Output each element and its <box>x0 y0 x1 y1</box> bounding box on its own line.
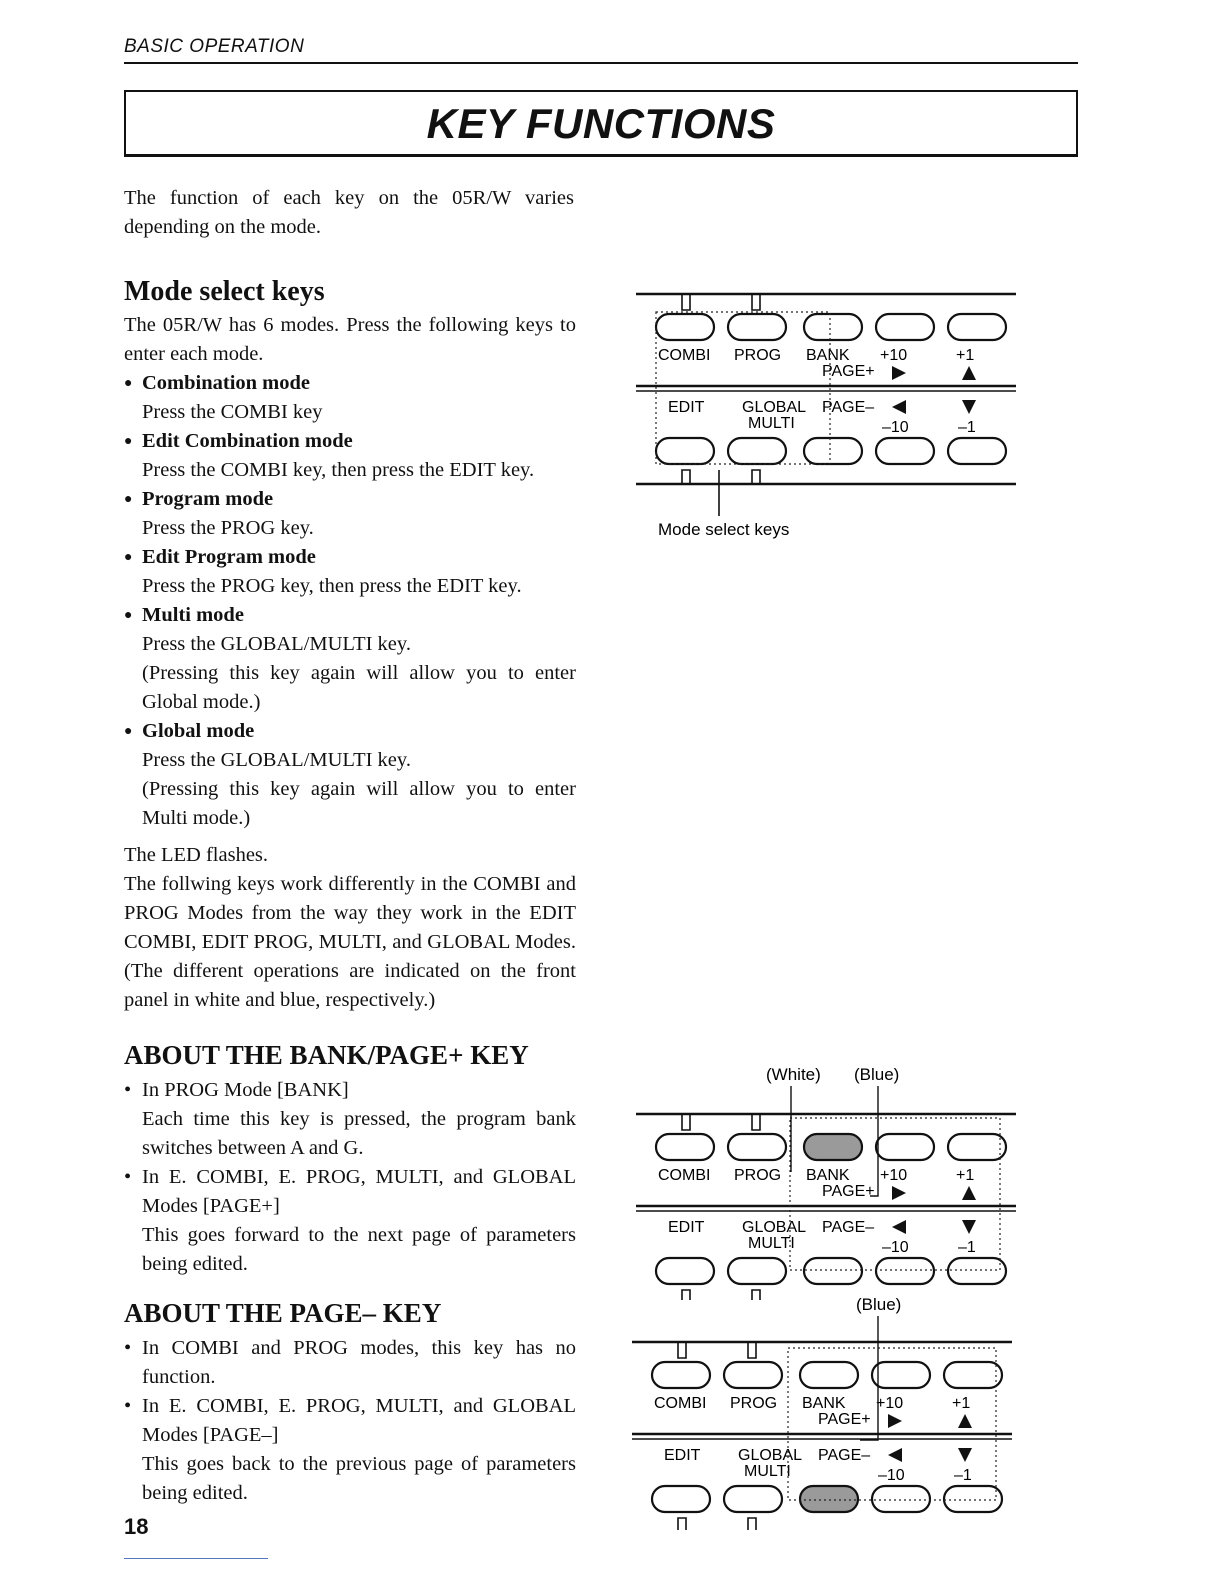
down-arrow-icon <box>962 1220 976 1234</box>
panel-diagram-2 <box>636 1114 1016 1300</box>
bullet-icon: • <box>124 1337 132 1359</box>
key-label-plus1: +1 <box>952 1395 971 1412</box>
top-key-4[interactable] <box>944 1362 1002 1388</box>
top-key-0[interactable] <box>656 1134 714 1160</box>
bullet-icon: ● <box>124 550 133 565</box>
page-title: KEY FUNCTIONS <box>426 100 776 147</box>
list-item <box>124 369 576 398</box>
key-label-bank: BANK <box>802 1395 846 1412</box>
key-label-page-plus: PAGE+ <box>822 1183 875 1200</box>
left-arrow-icon <box>892 400 906 414</box>
bottom-key-3[interactable] <box>876 1258 934 1284</box>
right-arrow-icon <box>892 1186 906 1200</box>
key-label-multi: MULTI <box>748 1235 795 1252</box>
header-rule <box>124 62 1078 64</box>
key-label-page-minus: PAGE– <box>818 1447 871 1464</box>
list-item-detail: (Pressing this key again will allow you to enter Global mode.) <box>142 662 576 713</box>
bottom-key-0[interactable] <box>656 438 714 464</box>
top-key-0[interactable] <box>652 1362 710 1388</box>
down-arrow-icon <box>958 1448 972 1462</box>
key-label-page-minus: PAGE– <box>822 1219 875 1236</box>
list-item-title: In PROG Mode [BANK] <box>142 1079 349 1101</box>
bank-page-heading: ABOUT THE BANK/PAGE+ KEY <box>124 1040 529 1070</box>
list-item-detail: (Pressing this key again will allow you to enter Multi mode.) <box>142 778 576 829</box>
list-item <box>124 543 576 572</box>
key-label-plus1: +1 <box>956 347 975 364</box>
key-label-prog: PROG <box>730 1395 778 1412</box>
key-label-bank: BANK <box>806 1167 850 1184</box>
key-label-edit: EDIT <box>668 399 705 416</box>
key-label-minus10: –10 <box>878 1467 905 1484</box>
top-key-1[interactable] <box>728 1134 786 1160</box>
key-label-combi: COMBI <box>658 347 711 364</box>
top-key-2[interactable] <box>804 1134 862 1160</box>
up-arrow-icon <box>958 1414 972 1428</box>
list-item-detail: Press the COMBI key, then press the EDIT key. <box>142 459 535 481</box>
key-label-page-plus: PAGE+ <box>818 1411 871 1428</box>
figure3-blue-label: (Blue) <box>856 1295 902 1314</box>
top-key-1[interactable] <box>724 1362 782 1388</box>
list-item-detail: Press the PROG key, then press the EDIT key. <box>142 575 522 597</box>
figure2-white-label: (White) <box>766 1065 821 1084</box>
top-key-1[interactable] <box>728 314 786 340</box>
list-item-title: Multi mode <box>142 604 244 626</box>
key-label-edit: EDIT <box>668 1219 705 1236</box>
bullet-icon: ● <box>124 724 133 739</box>
list-item-detail: Press the GLOBAL/MULTI key. <box>142 749 411 771</box>
mode-select-lead: The 05R/W has 6 modes. Press the following keys to enter each mode. <box>124 314 576 365</box>
footer-rule <box>124 1558 268 1559</box>
top-key-3[interactable] <box>872 1362 930 1388</box>
key-label-plus1: +1 <box>956 1167 975 1184</box>
key-label-global: GLOBAL <box>742 1219 807 1236</box>
list-item <box>124 1163 576 1221</box>
key-label-minus10: –10 <box>882 419 909 436</box>
bottom-key-0[interactable] <box>652 1486 710 1512</box>
bullet-icon: ● <box>124 608 133 623</box>
bottom-key-4[interactable] <box>948 1258 1006 1284</box>
left-arrow-icon <box>888 1448 902 1462</box>
bullet-icon: ● <box>124 492 133 507</box>
bottom-key-4[interactable] <box>944 1486 1002 1512</box>
figure-mode-select-panel <box>620 280 1030 550</box>
key-label-edit: EDIT <box>664 1447 701 1464</box>
led-note: The LED flashes. <box>124 844 269 866</box>
key-label-plus10: +10 <box>880 1167 908 1184</box>
intro-text: The function of each key on the 05R/W varies depending on the mode. <box>124 187 574 238</box>
list-item <box>124 485 576 514</box>
bottom-key-1[interactable] <box>728 1258 786 1284</box>
mode-select-heading: Mode select keys <box>124 276 325 307</box>
key-label-page-minus: PAGE– <box>822 399 875 416</box>
top-key-4[interactable] <box>948 1134 1006 1160</box>
bottom-key-1[interactable] <box>724 1486 782 1512</box>
following-text: The follwing keys work differently in the COMBI and PROG Modes from the way they work in the EDIT COMBI, EDIT PROG, MULTI, and GLOBAL Modes. (The different operations are indicated on the front panel in white and blue, respectively.) <box>124 873 576 1011</box>
list-item-title: In E. COMBI, E. PROG, MULTI, and GLOBAL Modes [PAGE+] <box>142 1166 576 1217</box>
list-item <box>124 1392 576 1450</box>
top-key-0[interactable] <box>656 314 714 340</box>
panel-diagram-3 <box>632 1342 1012 1530</box>
bottom-key-3[interactable] <box>876 438 934 464</box>
list-item-title: Global mode <box>142 720 255 742</box>
mode-list <box>124 369 576 833</box>
up-arrow-icon <box>962 1186 976 1200</box>
key-label-plus10: +10 <box>880 347 908 364</box>
key-label-prog: PROG <box>734 1167 782 1184</box>
top-key-4[interactable] <box>948 314 1006 340</box>
key-label-bank: BANK <box>806 347 850 364</box>
bottom-key-1[interactable] <box>728 438 786 464</box>
key-label-minus10: –10 <box>882 1239 909 1256</box>
bottom-key-4[interactable] <box>948 438 1006 464</box>
list-item-title: In COMBI and PROG modes, this key has no function. <box>142 1337 576 1388</box>
key-label-plus10: +10 <box>876 1395 904 1412</box>
list-item-title: Edit Combination mode <box>142 430 353 452</box>
top-key-3[interactable] <box>876 1134 934 1160</box>
list-item <box>124 1076 576 1105</box>
top-key-2[interactable] <box>800 1362 858 1388</box>
list-item-detail: This goes back to the previous page of parameters being edited. <box>142 1453 576 1504</box>
figure-page-minus-panel <box>620 1290 1030 1530</box>
figure1-caption: Mode select keys <box>658 520 790 539</box>
list-item-detail: Press the PROG key. <box>142 517 314 539</box>
bullet-icon: ● <box>124 376 133 391</box>
list-item-detail: Press the COMBI key <box>142 401 323 423</box>
bottom-key-3[interactable] <box>872 1486 930 1512</box>
bottom-key-2[interactable] <box>800 1486 858 1512</box>
list-item-detail: This goes forward to the next page of parameters being edited. <box>142 1224 576 1275</box>
bottom-key-2[interactable] <box>804 1258 862 1284</box>
list-item <box>124 717 576 746</box>
key-label-combi: COMBI <box>654 1395 707 1412</box>
figure-bank-key-panel <box>620 1060 1030 1300</box>
bank-page-list <box>124 1076 576 1279</box>
key-label-combi: COMBI <box>658 1167 711 1184</box>
mode-select-body <box>124 311 576 1015</box>
key-label-multi: MULTI <box>744 1463 791 1480</box>
right-arrow-icon <box>888 1414 902 1428</box>
left-arrow-icon <box>892 1220 906 1234</box>
list-item <box>124 601 576 630</box>
bullet-icon: ● <box>124 434 133 449</box>
right-arrow-icon <box>892 366 906 380</box>
bullet-icon: • <box>124 1166 132 1188</box>
top-key-3[interactable] <box>876 314 934 340</box>
bottom-key-2[interactable] <box>804 438 862 464</box>
page-minus-list <box>124 1334 576 1508</box>
title-box <box>124 90 1078 157</box>
up-arrow-icon <box>962 366 976 380</box>
key-label-prog: PROG <box>734 347 782 364</box>
list-item-title: Edit Program mode <box>142 546 316 568</box>
top-key-2[interactable] <box>804 314 862 340</box>
list-item-detail: Each time this key is pressed, the program bank switches between A and G. <box>142 1108 576 1159</box>
page-minus-heading: ABOUT THE PAGE– KEY <box>124 1298 442 1328</box>
key-label-minus1: –1 <box>958 1239 976 1256</box>
list-item-title: Combination mode <box>142 372 311 394</box>
figure2-blue-label: (Blue) <box>854 1065 900 1084</box>
list-item-detail: Press the GLOBAL/MULTI key. <box>142 633 411 655</box>
key-label-minus1: –1 <box>954 1467 972 1484</box>
down-arrow-icon <box>962 400 976 414</box>
list-item <box>124 1334 576 1392</box>
key-label-multi: MULTI <box>748 415 795 432</box>
section-label: BASIC OPERATION <box>124 36 305 57</box>
page-number: 18 <box>124 1514 149 1539</box>
panel-diagram-1 <box>636 294 1016 484</box>
list-item-title: Program mode <box>142 488 274 510</box>
key-label-minus1: –1 <box>958 419 976 436</box>
key-label-global: GLOBAL <box>738 1447 803 1464</box>
bullet-icon: • <box>124 1079 132 1101</box>
list-item-title: In E. COMBI, E. PROG, MULTI, and GLOBAL Modes [PAGE–] <box>142 1395 576 1446</box>
key-label-global: GLOBAL <box>742 399 807 416</box>
bottom-key-0[interactable] <box>656 1258 714 1284</box>
key-label-page-plus: PAGE+ <box>822 363 875 380</box>
bullet-icon: • <box>124 1395 132 1417</box>
list-item <box>124 427 576 456</box>
